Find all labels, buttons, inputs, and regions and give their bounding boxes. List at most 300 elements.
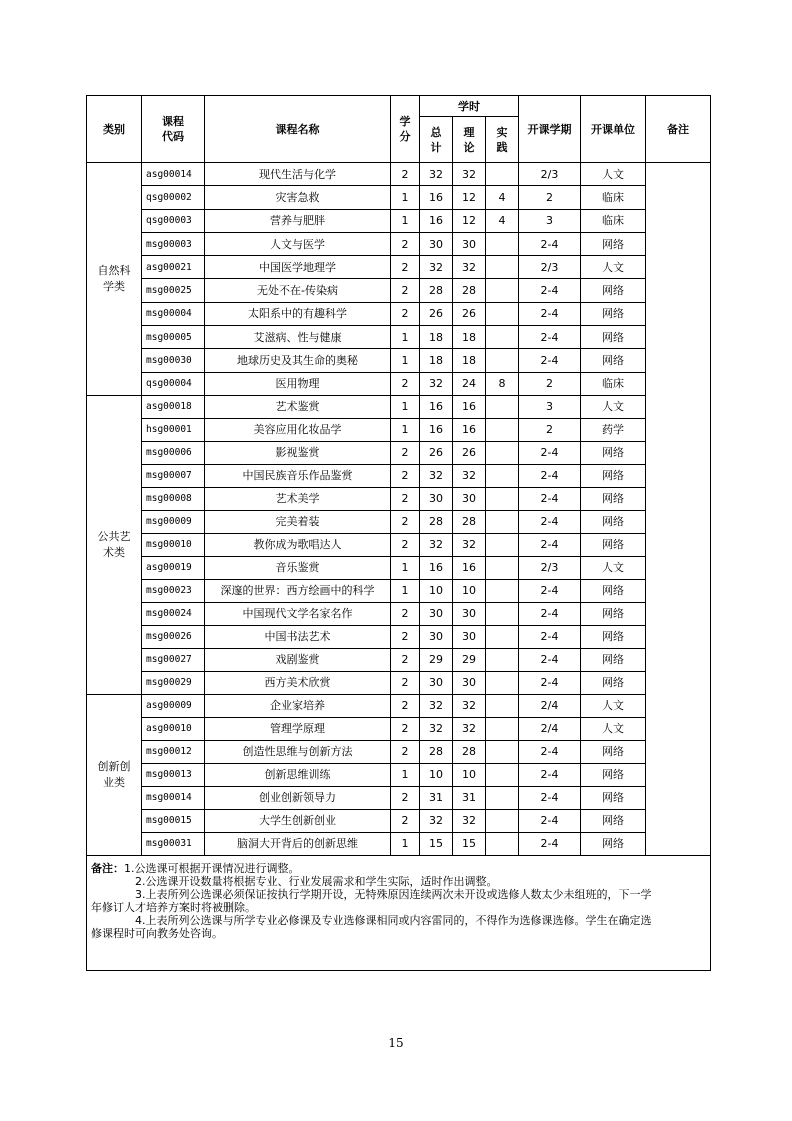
unit-cell: 人文 (581, 395, 646, 418)
unit-cell: 网络 (581, 326, 646, 349)
unit-cell: 网络 (581, 441, 646, 464)
theory-cell: 28 (453, 279, 486, 302)
code-cell: msg00029 (142, 671, 205, 694)
total-cell: 16 (420, 418, 453, 441)
unit-cell: 临床 (581, 209, 646, 232)
practice-cell (486, 625, 519, 648)
total-cell: 29 (420, 648, 453, 671)
table-row (87, 510, 711, 533)
header-practice-text: 实践 (496, 125, 508, 154)
code-cell: msg00026 (142, 625, 205, 648)
credit-cell: 1 (391, 763, 420, 786)
total-cell: 10 (420, 579, 453, 602)
practice-cell (486, 256, 519, 279)
semester-cell: 2-4 (519, 510, 581, 533)
semester-cell: 3 (519, 209, 581, 232)
semester-cell: 2-4 (519, 786, 581, 809)
theory-cell: 15 (453, 832, 486, 855)
semester-cell: 2-4 (519, 487, 581, 510)
code-cell: hsg00001 (142, 418, 205, 441)
credit-cell: 1 (391, 186, 420, 209)
total-cell: 15 (420, 832, 453, 855)
semester-cell: 2-4 (519, 533, 581, 556)
practice-cell (486, 648, 519, 671)
table-notes (87, 855, 711, 970)
credit-cell: 2 (391, 809, 420, 832)
practice-cell (486, 717, 519, 740)
practice-cell: 4 (486, 186, 519, 209)
code-cell: msg00004 (142, 302, 205, 325)
code-cell: msg00025 (142, 279, 205, 302)
credit-cell: 2 (391, 625, 420, 648)
total-cell: 16 (420, 209, 453, 232)
total-cell: 30 (420, 671, 453, 694)
category-cell (87, 694, 142, 855)
credit-cell: 2 (391, 740, 420, 763)
course-table (86, 95, 711, 971)
table-row (87, 349, 711, 372)
unit-cell: 网络 (581, 232, 646, 255)
total-cell: 16 (420, 395, 453, 418)
practice-cell (486, 487, 519, 510)
table-row (87, 256, 711, 279)
name-cell: 管理学原理 (205, 717, 391, 740)
note-3b: 年修订人才培养方案时将被删除。 (91, 900, 256, 914)
name-cell: 地球历史及其生命的奥秘 (205, 349, 391, 372)
name-cell: 影视鉴赏 (205, 441, 391, 464)
total-cell: 26 (420, 441, 453, 464)
credit-cell: 2 (391, 602, 420, 625)
note-2: 2.公选课开设数量将根据专业、行业发展需求和学生实际，适时作出调整。 (135, 874, 498, 888)
name-cell: 中国医学地理学 (205, 256, 391, 279)
practice-cell: 4 (486, 209, 519, 232)
unit-cell: 网络 (581, 510, 646, 533)
header-remark: 备注 (646, 96, 711, 163)
credit-cell: 1 (391, 579, 420, 602)
total-cell: 16 (420, 556, 453, 579)
category-cell (87, 163, 142, 396)
unit-cell: 临床 (581, 186, 646, 209)
name-cell: 西方美术欣赏 (205, 671, 391, 694)
theory-cell: 10 (453, 579, 486, 602)
table-row (87, 832, 711, 855)
credit-cell: 1 (391, 418, 420, 441)
credit-cell: 2 (391, 648, 420, 671)
note-4a: 4.上表所列公选课与所学专业必修课及专业选修课相同或内容雷同的，不得作为选修课选修。学生在确定选 (135, 913, 652, 927)
code-cell: msg00012 (142, 740, 205, 763)
semester-cell: 2/4 (519, 717, 581, 740)
table-row (87, 279, 711, 302)
total-cell: 32 (420, 372, 453, 395)
theory-cell: 18 (453, 349, 486, 372)
name-cell: 灾害急救 (205, 186, 391, 209)
code-cell: msg00014 (142, 786, 205, 809)
page-number: 15 (388, 1036, 404, 1050)
name-cell: 创业创新领导力 (205, 786, 391, 809)
name-cell: 艾滋病、性与健康 (205, 326, 391, 349)
practice-cell (486, 232, 519, 255)
credit-cell: 2 (391, 256, 420, 279)
credit-cell: 2 (391, 510, 420, 533)
table-row (87, 487, 711, 510)
name-cell: 无处不在-传染病 (205, 279, 391, 302)
semester-cell: 2-4 (519, 763, 581, 786)
theory-cell: 26 (453, 441, 486, 464)
code-cell: msg00006 (142, 441, 205, 464)
table-row (87, 418, 711, 441)
total-cell: 31 (420, 786, 453, 809)
credit-cell: 1 (391, 832, 420, 855)
theory-cell: 29 (453, 648, 486, 671)
header-hours: 学时 (420, 96, 519, 117)
name-cell: 音乐鉴赏 (205, 556, 391, 579)
unit-cell: 网络 (581, 648, 646, 671)
name-cell: 人文与医学 (205, 232, 391, 255)
remark-cell (646, 163, 711, 856)
header-practice (486, 117, 519, 163)
semester-cell: 2-4 (519, 671, 581, 694)
table-row (87, 441, 711, 464)
table-row (87, 579, 711, 602)
name-cell: 美容应用化妆品学 (205, 418, 391, 441)
theory-cell: 30 (453, 671, 486, 694)
header-total-text: 总计 (430, 125, 442, 154)
name-cell: 艺术美学 (205, 487, 391, 510)
credit-cell: 1 (391, 556, 420, 579)
note-3a: 3.上表所列公选课必须保证按执行学期开设，无特殊原因连续两次未开设或选修人数太少未组班的，下一学 (135, 887, 652, 901)
header-code (142, 96, 205, 163)
theory-cell: 16 (453, 556, 486, 579)
name-cell: 企业家培养 (205, 694, 391, 717)
header-theory-text: 理论 (463, 125, 475, 154)
practice-cell (486, 302, 519, 325)
theory-cell: 32 (453, 256, 486, 279)
code-cell: qsg00002 (142, 186, 205, 209)
credit-cell: 2 (391, 279, 420, 302)
theory-cell: 16 (453, 418, 486, 441)
name-cell: 艺术鉴赏 (205, 395, 391, 418)
name-cell: 完美着装 (205, 510, 391, 533)
header-category: 类别 (87, 96, 142, 163)
total-cell: 32 (420, 717, 453, 740)
notes-cell (87, 855, 711, 970)
unit-cell: 药学 (581, 418, 646, 441)
unit-cell: 网络 (581, 349, 646, 372)
table-row (87, 209, 711, 232)
table-row (87, 648, 711, 671)
credit-cell: 2 (391, 464, 420, 487)
name-cell: 脑洞大开背后的创新思维 (205, 832, 391, 855)
code-cell: asg00018 (142, 395, 205, 418)
credit-cell: 2 (391, 372, 420, 395)
unit-cell: 人文 (581, 163, 646, 186)
header-credit-text: 学分 (399, 115, 411, 143)
semester-cell: 2-4 (519, 349, 581, 372)
semester-cell: 2-4 (519, 579, 581, 602)
credit-cell: 1 (391, 209, 420, 232)
note-1: 1.公选课可根据开课情况进行调整。 (124, 861, 300, 875)
semester-cell: 3 (519, 395, 581, 418)
total-cell: 32 (420, 163, 453, 186)
unit-cell: 人文 (581, 556, 646, 579)
theory-cell: 18 (453, 326, 486, 349)
semester-cell: 2-4 (519, 302, 581, 325)
semester-cell: 2-4 (519, 602, 581, 625)
unit-cell: 网络 (581, 786, 646, 809)
credit-cell: 1 (391, 349, 420, 372)
name-cell: 戏剧鉴赏 (205, 648, 391, 671)
note-4b: 修课程时可向教务处咨询。 (91, 926, 223, 940)
semester-cell: 2-4 (519, 832, 581, 855)
practice-cell (486, 349, 519, 372)
code-cell: msg00013 (142, 763, 205, 786)
table-row (87, 671, 711, 694)
practice-cell (486, 809, 519, 832)
table-row (87, 326, 711, 349)
name-cell: 营养与肥胖 (205, 209, 391, 232)
header-theory (453, 117, 486, 163)
semester-cell: 2-4 (519, 809, 581, 832)
notes-label: 备注： (91, 861, 124, 875)
practice-cell (486, 395, 519, 418)
total-cell: 16 (420, 186, 453, 209)
code-cell: asg00009 (142, 694, 205, 717)
code-cell: asg00019 (142, 556, 205, 579)
category-label: 公共艺术类 (97, 529, 131, 559)
table-row (87, 556, 711, 579)
unit-cell: 人文 (581, 256, 646, 279)
table-row (87, 786, 711, 809)
credit-cell: 2 (391, 163, 420, 186)
credit-cell: 2 (391, 671, 420, 694)
practice-cell: 8 (486, 372, 519, 395)
header-total (420, 117, 453, 163)
practice-cell (486, 740, 519, 763)
total-cell: 32 (420, 533, 453, 556)
credit-cell: 2 (391, 533, 420, 556)
theory-cell: 32 (453, 533, 486, 556)
theory-cell: 16 (453, 395, 486, 418)
code-cell: msg00003 (142, 232, 205, 255)
semester-cell: 2-4 (519, 740, 581, 763)
category-label: 创新创业类 (97, 759, 131, 789)
unit-cell: 网络 (581, 602, 646, 625)
code-cell: qsg00004 (142, 372, 205, 395)
table-row (87, 372, 711, 395)
credit-cell: 1 (391, 395, 420, 418)
table-row (87, 717, 711, 740)
unit-cell: 网络 (581, 763, 646, 786)
theory-cell: 28 (453, 740, 486, 763)
practice-cell (486, 163, 519, 186)
theory-cell: 32 (453, 809, 486, 832)
unit-cell: 网络 (581, 625, 646, 648)
practice-cell (486, 418, 519, 441)
code-cell: msg00005 (142, 326, 205, 349)
theory-cell: 28 (453, 510, 486, 533)
table-row (87, 302, 711, 325)
practice-cell (486, 694, 519, 717)
unit-cell: 网络 (581, 809, 646, 832)
code-cell: msg00009 (142, 510, 205, 533)
unit-cell: 网络 (581, 671, 646, 694)
unit-cell: 人文 (581, 694, 646, 717)
credit-cell: 2 (391, 786, 420, 809)
table-row (87, 395, 711, 418)
practice-cell (486, 510, 519, 533)
practice-cell (486, 279, 519, 302)
code-cell: msg00030 (142, 349, 205, 372)
unit-cell: 网络 (581, 487, 646, 510)
header-credit (391, 96, 420, 163)
semester-cell: 2 (519, 186, 581, 209)
practice-cell (486, 579, 519, 602)
theory-cell: 24 (453, 372, 486, 395)
table-row (87, 163, 711, 186)
name-cell: 创新思维训练 (205, 763, 391, 786)
semester-cell: 2-4 (519, 625, 581, 648)
total-cell: 28 (420, 740, 453, 763)
table-row (87, 740, 711, 763)
theory-cell: 12 (453, 209, 486, 232)
category-label: 自然科学类 (97, 263, 131, 293)
table-row (87, 464, 711, 487)
theory-cell: 32 (453, 163, 486, 186)
code-cell: qsg00003 (142, 209, 205, 232)
theory-cell: 32 (453, 694, 486, 717)
theory-cell: 30 (453, 487, 486, 510)
semester-cell: 2-4 (519, 464, 581, 487)
total-cell: 30 (420, 487, 453, 510)
name-cell: 太阳系中的有趣科学 (205, 302, 391, 325)
semester-cell: 2/3 (519, 163, 581, 186)
code-cell: msg00015 (142, 809, 205, 832)
table-row (87, 232, 711, 255)
code-cell: msg00008 (142, 487, 205, 510)
practice-cell (486, 763, 519, 786)
semester-cell: 2/3 (519, 556, 581, 579)
total-cell: 28 (420, 510, 453, 533)
table-body (87, 163, 711, 856)
semester-cell: 2/3 (519, 256, 581, 279)
semester-cell: 2/4 (519, 694, 581, 717)
unit-cell: 临床 (581, 372, 646, 395)
name-cell: 中国现代文学名家名作 (205, 602, 391, 625)
total-cell: 26 (420, 302, 453, 325)
table-header (87, 96, 711, 163)
total-cell: 30 (420, 625, 453, 648)
total-cell: 10 (420, 763, 453, 786)
table-row (87, 186, 711, 209)
total-cell: 32 (420, 464, 453, 487)
theory-cell: 30 (453, 602, 486, 625)
table-row (87, 809, 711, 832)
total-cell: 18 (420, 349, 453, 372)
credit-cell: 2 (391, 694, 420, 717)
table-row (87, 625, 711, 648)
credit-cell: 2 (391, 487, 420, 510)
header-code-text: 课程代码 (162, 115, 184, 143)
name-cell: 创造性思维与创新方法 (205, 740, 391, 763)
credit-cell: 2 (391, 232, 420, 255)
name-cell: 深邃的世界：西方绘画中的科学 (205, 579, 391, 602)
total-cell: 30 (420, 232, 453, 255)
semester-cell: 2 (519, 418, 581, 441)
total-cell: 28 (420, 279, 453, 302)
practice-cell (486, 556, 519, 579)
unit-cell: 网络 (581, 302, 646, 325)
theory-cell: 32 (453, 717, 486, 740)
unit-cell: 网络 (581, 832, 646, 855)
theory-cell: 30 (453, 625, 486, 648)
header-unit: 开课单位 (581, 96, 646, 163)
code-cell: asg00014 (142, 163, 205, 186)
total-cell: 32 (420, 809, 453, 832)
theory-cell: 12 (453, 186, 486, 209)
practice-cell (486, 441, 519, 464)
code-cell: asg00010 (142, 717, 205, 740)
unit-cell: 网络 (581, 533, 646, 556)
code-cell: msg00031 (142, 832, 205, 855)
unit-cell: 人文 (581, 717, 646, 740)
name-cell: 现代生活与化学 (205, 163, 391, 186)
total-cell: 32 (420, 694, 453, 717)
total-cell: 32 (420, 256, 453, 279)
code-cell: msg00010 (142, 533, 205, 556)
total-cell: 18 (420, 326, 453, 349)
table-row (87, 694, 711, 717)
code-cell: asg00021 (142, 256, 205, 279)
name-cell: 中国书法艺术 (205, 625, 391, 648)
category-cell (87, 395, 142, 694)
practice-cell (486, 671, 519, 694)
theory-cell: 10 (453, 763, 486, 786)
unit-cell: 网络 (581, 740, 646, 763)
semester-cell: 2-4 (519, 232, 581, 255)
credit-cell: 2 (391, 302, 420, 325)
name-cell: 医用物理 (205, 372, 391, 395)
semester-cell: 2-4 (519, 279, 581, 302)
theory-cell: 30 (453, 232, 486, 255)
theory-cell: 26 (453, 302, 486, 325)
name-cell: 教你成为歌唱达人 (205, 533, 391, 556)
name-cell: 大学生创新创业 (205, 809, 391, 832)
table-row (87, 763, 711, 786)
header-semester: 开课学期 (519, 96, 581, 163)
name-cell: 中国民族音乐作品鉴赏 (205, 464, 391, 487)
theory-cell: 31 (453, 786, 486, 809)
credit-cell: 1 (391, 326, 420, 349)
semester-cell: 2-4 (519, 441, 581, 464)
practice-cell (486, 464, 519, 487)
practice-cell (486, 602, 519, 625)
code-cell: msg00027 (142, 648, 205, 671)
unit-cell: 网络 (581, 279, 646, 302)
header-name: 课程名称 (205, 96, 391, 163)
credit-cell: 2 (391, 441, 420, 464)
credit-cell: 2 (391, 717, 420, 740)
semester-cell: 2-4 (519, 326, 581, 349)
table-row (87, 533, 711, 556)
unit-cell: 网络 (581, 464, 646, 487)
code-cell: msg00023 (142, 579, 205, 602)
practice-cell (486, 832, 519, 855)
practice-cell (486, 786, 519, 809)
semester-cell: 2-4 (519, 648, 581, 671)
practice-cell (486, 326, 519, 349)
code-cell: msg00007 (142, 464, 205, 487)
semester-cell: 2 (519, 372, 581, 395)
